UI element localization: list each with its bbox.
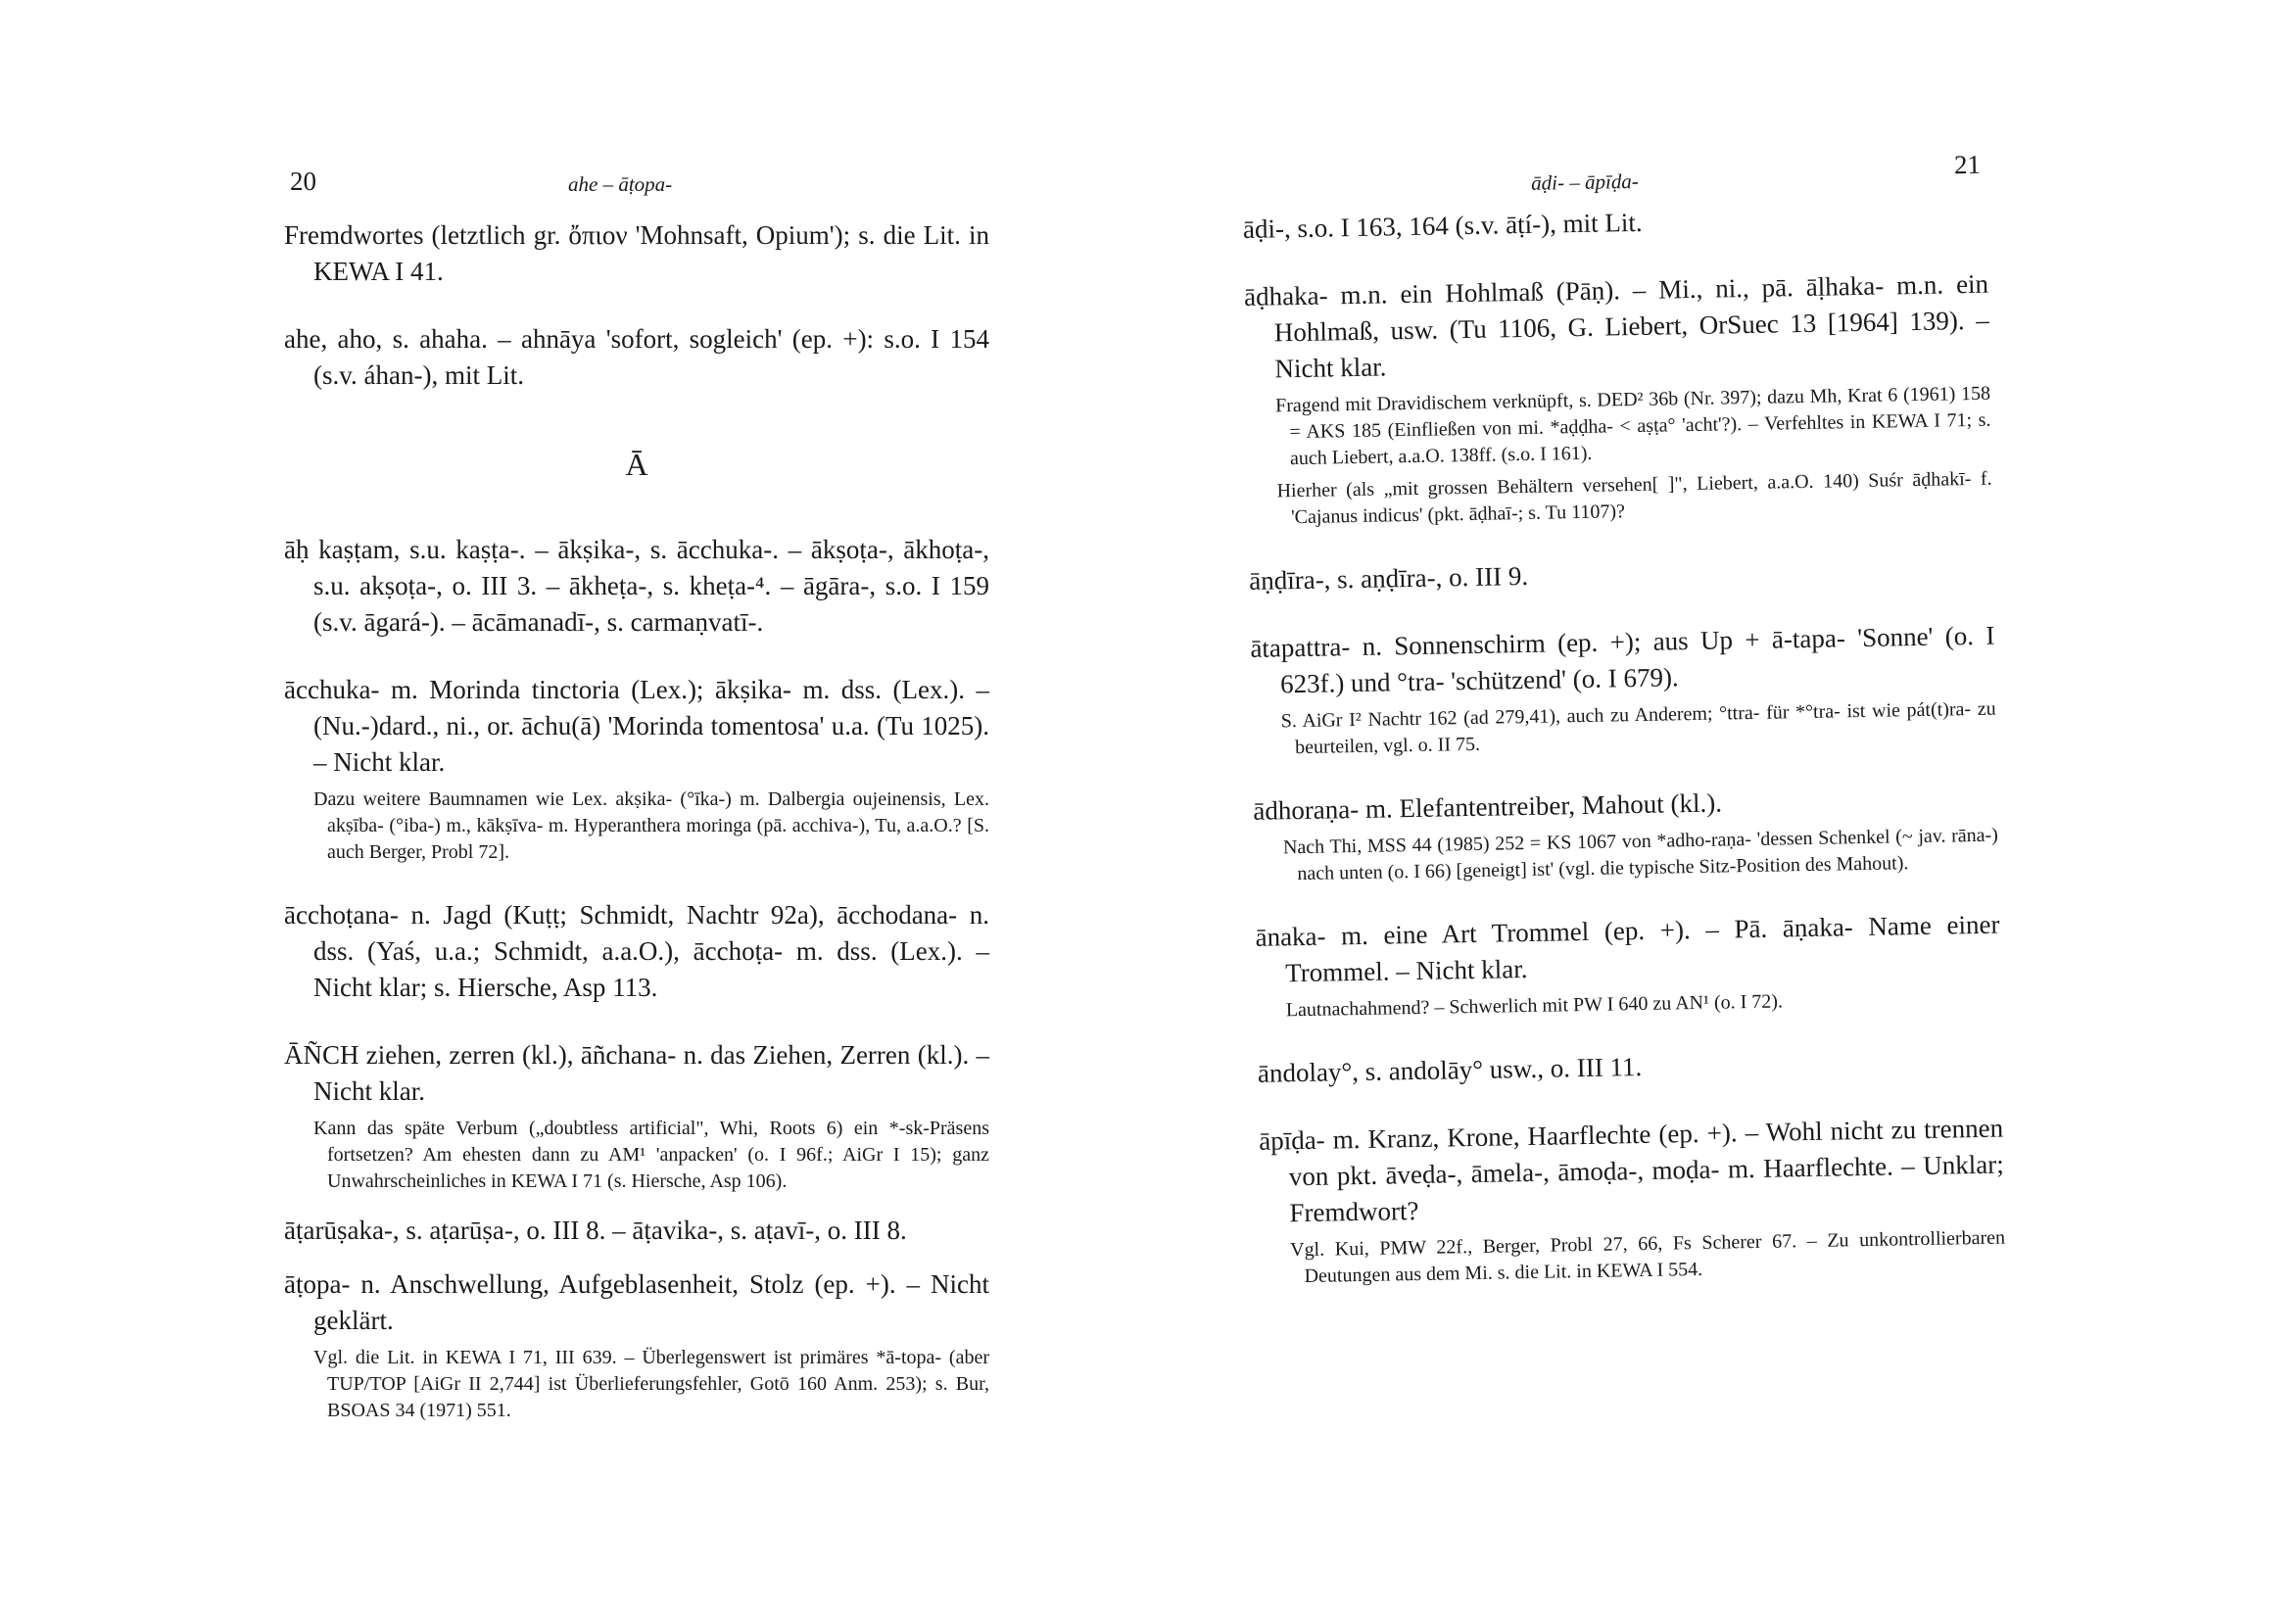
entry-adhaka: āḍhaka- m.n. ein Hohlmaß (Pāṇ). – Mi., ni., pā. āḷhaka- m.n. ein Hohlmaß, usw. (Tu 1106, G. Liebert, OrSuec 13 [1964] 139). – Nicht klar. <box>1243 268 1989 384</box>
right-page-body <box>1243 199 2006 1291</box>
section-heading: Ā <box>625 447 648 482</box>
note-adhaka-2: Hierher (als „mit grossen Behältern versehen[ ]", Liebert, a.a.O. 140) Suśr āḍhakī- f. 'Cajanus indicus' (pkt. āḍhaī-; s. Tu 1107)? <box>1276 467 1992 529</box>
page-number: 21 <box>1953 149 1982 180</box>
left-page-header <box>284 155 989 194</box>
entry-continuation: Fremdwortes (letztlich gr. ὄπιον 'Mohnsaft, Opium'); s. die Lit. in KEWA I 41. <box>284 220 989 286</box>
entry-atapattra: ātapattra- n. Sonnenschirm (ep. +); aus Up + ā-tapa- 'Sonne' (o. I 623f.) und °tra- 'schützend' (o. I 679). <box>1250 620 1995 699</box>
running-head: ahe – āṭopa- <box>568 172 673 196</box>
entry-ahe: ahe, aho, s. ahaha. – ahnāya 'sofort, sogleich' (ep. +): s.o. I 154 (s.v. áhan-), mit Lit. <box>284 324 989 390</box>
entry-adi: āḍi-, s.o. I 163, 164 (s.v. āṭí-), mit Lit. <box>1242 207 1643 244</box>
entry-ah-kastam: āḥ kaṣṭam, s.u. kaṣṭa-. – ākṣika-, s. ācchuka-. – ākṣoṭa-, ākhoṭa-, s.u. akṣoṭa-, o. III 3. – ākheṭa-, s. kheṭa-⁴. – āgāra-, s.o. I 159 (s.v. āgará-). – ācāmanadī-, s. carmaṇvatī-. <box>284 535 989 637</box>
page-number: 20 <box>290 167 316 196</box>
entry-anch: ĀÑCH ziehen, zerren (kl.), āñchana- n. das Ziehen, Zerren (kl.). – Nicht klar. <box>284 1040 989 1106</box>
note-atapattra: S. AiGr I² Nachtr 162 (ad 279,41), auch zu Anderem; °ttra- für *°tra- ist wie pát(t)ra- zu beurteilen, vgl. o. II 75. <box>1280 697 1996 759</box>
entry-andira: āṇḍīra-, s. aṇḍīra-, o. III 9. <box>1248 560 1529 596</box>
right-page <box>1239 0 2006 1288</box>
entry-atopa: āṭopa- n. Anschwellung, Aufgeblasenheit, Stolz (ep. +). – Nicht geklärt. <box>284 1269 989 1335</box>
left-page-body <box>284 217 989 1424</box>
entry-acchotana: ācchoṭana- n. Jagd (Kuṭṭ; Schmidt, Nachtr 92a), ācchodana- n. dss. (Yaś, u.a.; Schmidt, a.a.O.), ācchoṭa- m. dss. (Lex.). – Nicht klar; s. Hiersche, Asp 113. <box>284 900 989 1002</box>
note-atopa: Vgl. die Lit. in KEWA I 71, III 639. – Überlegenswert ist primäres *ā-topa- (aber TUP/TOP [AiGr II 2,744] ist Überlieferungsfehler, Gotō 160 Anm. 253); s. Bur, BSOAS 34 (1971) 551. <box>313 1347 989 1421</box>
note-anaka: Lautnachahmend? – Schwerlich mit PW I 640 zu AN¹ (o. I 72). <box>1285 990 1784 1022</box>
right-page-header <box>1242 150 1987 202</box>
running-head: āḍi- – āpīḍa- <box>1530 168 1640 195</box>
entry-adhorana: ādhoraṇa- m. Elefantentreiber, Mahout (kl.). <box>1253 787 1723 826</box>
note-adhaka-1: Fragend mit Dravidischem verknüpft, s. DED² 36b (Nr. 397); dazu Mh, Krat 6 (1961) 158 = AKS 185 (Einfließen von mi. *aḍḍha- < aṣṭa° 'acht'?). – Verfehltes in KEWA I 71; s. auch Liebert, a.a.O. 138ff. (s.o. I 161). <box>1274 382 1991 470</box>
entry-andolay: āndolay°, s. andolāy° usw., o. III 11. <box>1257 1051 1643 1088</box>
entry-apida: āpīḍa- m. Kranz, Krone, Haarflechte (ep. +). – Wohl nicht zu trennen von pkt. āveḍa-, āmela-, āmoḍa-, moḍa- m. Haarflechte. – Unklar; Fremdwort? <box>1258 1113 2004 1228</box>
note-acchuka: Dazu weitere Baumnamen wie Lex. akṣika- (°īka-) m. Dalbergia oujeinensis, Lex. akṣība- (°iba-) m., kākṣīva- m. Hyperanthera moringa (pā. acchiva-), Tu, a.a.O.? [S. auch Berger, Probl 72]. <box>313 788 989 863</box>
note-apida: Vgl. Kui, PMW 22f., Berger, Probl 27, 66, Fs Scherer 67. – Zu unkontrollierbaren Deutungen aus dem Mi. s. die Lit. in KEWA I 554. <box>1289 1226 2006 1288</box>
entry-acchuka: ācchuka- m. Morinda tinctoria (Lex.); ākṣika- m. dss. (Lex.). – (Nu.-)dard., ni., or. āchu(ā) 'Morinda tomentosa' u.a. (Tu 1025). – Nicht klar. <box>284 675 989 777</box>
entry-atarusaka: āṭarūṣaka-, s. aṭarūṣa-, o. III 8. – āṭavika-, s. aṭavī-, o. III 8. <box>284 1216 907 1245</box>
note-anch: Kann das späte Verbum („doubtless artificial", Whi, Roots 6) ein *-sk-Präsens fortsetzen? Am ehesten dann zu AM¹ 'anpacken' (o. I 96f.; AiGr I 15); ganz Unwahrscheinliches in KEWA I 71 (s. Hiersche, Asp 106). <box>313 1118 989 1192</box>
note-adhorana: Nach Thi, MSS 44 (1985) 252 = KS 1067 von *adho-raṇa- 'dessen Schenkel (~ jav. rāna-) nach unten (o. I 66) [geneigt] ist' (vgl. die typische Sitz-Position des Mahout). <box>1282 824 1999 885</box>
entry-anaka: ānaka- m. eine Art Trommel (ep. +). – Pā. āṇaka- Name einer Trommel. – Nicht klar. <box>1255 909 2000 988</box>
